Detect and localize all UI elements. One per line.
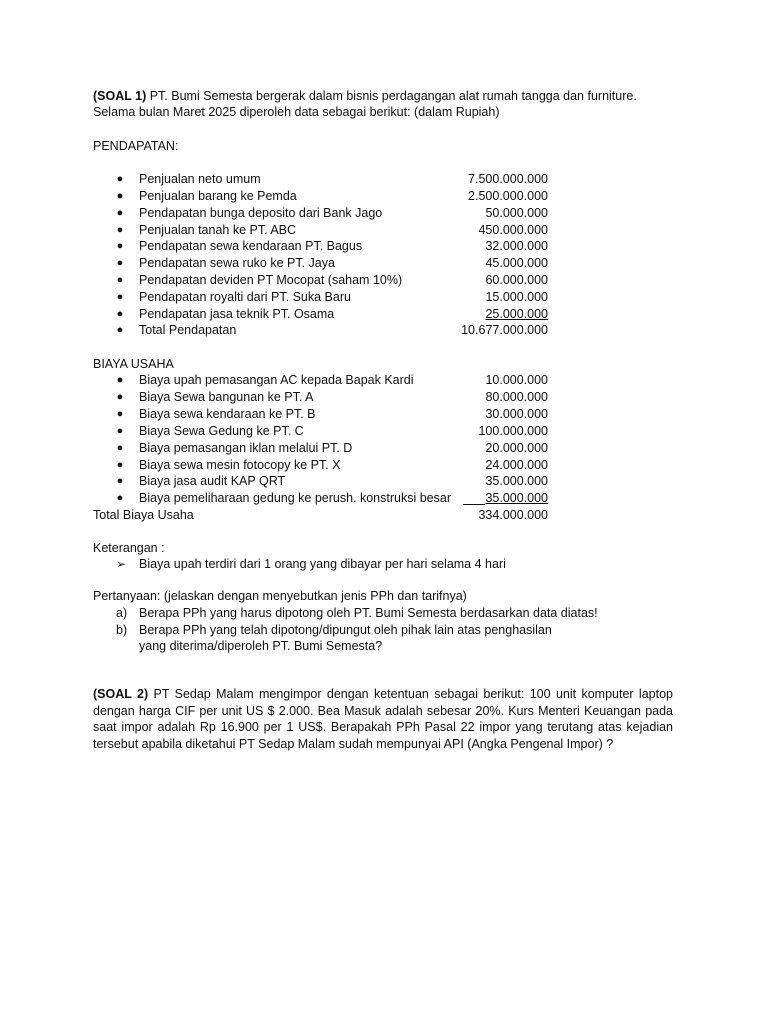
- item-amount: 35.000.000: [485, 474, 548, 488]
- bullet-icon: ●: [116, 442, 124, 454]
- bullet-icon: ●: [116, 240, 124, 252]
- item-label: Pendapatan deviden PT Mocopat (saham 10%): [139, 273, 403, 287]
- bullet-icon: ●: [116, 173, 124, 185]
- bullet-icon: ●: [116, 324, 124, 336]
- item-marker: b): [116, 623, 128, 637]
- item-amount: 2.500.000.000: [468, 189, 548, 203]
- bullet-icon: ●: [116, 308, 124, 320]
- bullet-icon: ●: [116, 459, 124, 471]
- soal2-text: PT Sedap Malam mengimpor dengan ketentuan sebagai berikut: 100 unit komputer laptop dengan harga CIF per unit US $ 2.000. Bea Masuk adalah sebesar 20%. Kurs Menteri Keuangan pada saat impor adalah Rp 16.900 per 1 US$. Berapakah PPh Pasal 22 impor yang terutang atas kejadian tersebut apabila diketahui PT Sedap Malam sudah mempunyai API (Angka Pengenal Impor) ?: [93, 687, 673, 751]
- item-text: Berapa PPh yang harus dipotong oleh PT. Bumi Semesta berdasarkan data diatas!: [139, 606, 598, 620]
- item-label: Pendapatan royalti dari PT. Suka Baru: [139, 290, 351, 304]
- total-biaya-amount: 334.000.000: [478, 508, 548, 522]
- item-label: Pendapatan sewa kendaraan PT. Bagus: [139, 239, 363, 253]
- bullet-icon: ●: [116, 408, 124, 420]
- soal1-intro-text: PT. Bumi Semesta bergerak dalam bisnis perdagangan alat rumah tangga dan furniture.: [146, 89, 637, 103]
- bullet-icon: ●: [116, 257, 124, 269]
- item-label: Penjualan neto umum: [139, 172, 261, 186]
- item-amount: 50.000.000: [485, 206, 548, 220]
- soal2-label: (SOAL 2): [93, 687, 149, 701]
- bullet-icon: ●: [116, 291, 124, 303]
- bullet-icon: ●: [116, 374, 124, 386]
- item-label: Penjualan tanah ke PT. ABC: [139, 223, 297, 237]
- item-label: Biaya upah pemasangan AC kepada Bapak Kardi: [139, 373, 414, 387]
- item-amount: 20.000.000: [485, 441, 548, 455]
- item-label: Pendapatan jasa teknik PT. Osama: [139, 307, 335, 321]
- item-amount: 450.000.000: [478, 223, 548, 237]
- item-amount: 32.000.000: [485, 239, 548, 253]
- item-amount: 15.000.000: [485, 290, 548, 304]
- item-text-continued: yang diterima/diperoleh PT. Bumi Semesta?: [139, 639, 383, 653]
- item-amount: 25.000.000: [485, 307, 548, 321]
- item-label: Biaya sewa kendaraan ke PT. B: [139, 407, 316, 421]
- bullet-icon: ●: [116, 190, 124, 202]
- soal2-paragraph: [93, 686, 673, 752]
- total-biaya-label: Total Biaya Usaha: [93, 508, 194, 522]
- item-label: Biaya pemasangan iklan melalui PT. D: [139, 441, 353, 455]
- bullet-icon: ●: [116, 274, 124, 286]
- bullet-icon: ●: [116, 207, 124, 219]
- item-amount: 100.000.000: [478, 424, 548, 438]
- bullet-icon: ●: [116, 475, 124, 487]
- item-amount: 60.000.000: [485, 273, 548, 287]
- item-amount: 80.000.000: [485, 390, 548, 404]
- bullet-icon: ●: [116, 224, 124, 236]
- item-amount: 24.000.000: [485, 458, 548, 472]
- pendapatan-heading: PENDAPATAN:: [93, 139, 179, 153]
- item-label: Biaya Sewa Gedung ke PT. C: [139, 424, 304, 438]
- item-marker: a): [116, 606, 128, 620]
- bullet-icon: ●: [116, 391, 124, 403]
- arrow-bullet-icon: ➢: [116, 557, 127, 571]
- item-amount: 35.000.000: [485, 491, 548, 505]
- item-amount: 10.677.000.000: [461, 323, 548, 337]
- keterangan-heading: Keterangan :: [93, 541, 165, 555]
- item-amount: 10.000.000: [485, 373, 548, 387]
- pertanyaan-heading: Pertanyaan: (jelaskan dengan menyebutkan jenis PPh dan tarifnya): [93, 589, 467, 603]
- item-label: Pendapatan sewa ruko ke PT. Jaya: [139, 256, 335, 270]
- bullet-icon: ●: [116, 425, 124, 437]
- item-label: Total Pendapatan: [139, 323, 237, 337]
- item-amount: 45.000.000: [485, 256, 548, 270]
- underline-rule: [463, 504, 485, 505]
- item-label: Biaya pemeliharaan gedung ke perush. konstruksi besar: [139, 491, 451, 505]
- item-label: Penjualan barang ke Pemda: [139, 189, 297, 203]
- item-label: Pendapatan bunga deposito dari Bank Jago: [139, 206, 383, 220]
- biaya-heading: BIAYA USAHA: [93, 357, 174, 371]
- item-amount: 30.000.000: [485, 407, 548, 421]
- item-text: Berapa PPh yang telah dipotong/dipungut oleh pihak lain atas penghasilan: [139, 623, 552, 637]
- item-label: Biaya sewa mesin fotocopy ke PT. X: [139, 458, 341, 472]
- soal1-label: (SOAL 1): [93, 89, 147, 103]
- bullet-icon: ●: [116, 492, 124, 504]
- item-label: Biaya jasa audit KAP QRT: [139, 474, 286, 488]
- soal1-intro-line2: Selama bulan Maret 2025 diperoleh data sebagai berikut: (dalam Rupiah): [93, 105, 500, 119]
- item-label: Biaya Sewa bangunan ke PT. A: [139, 390, 314, 404]
- keterangan-item: Biaya upah terdiri dari 1 orang yang dibayar per hari selama 4 hari: [139, 557, 506, 571]
- item-amount: 7.500.000.000: [468, 172, 548, 186]
- soal1-intro-line1: [93, 88, 637, 104]
